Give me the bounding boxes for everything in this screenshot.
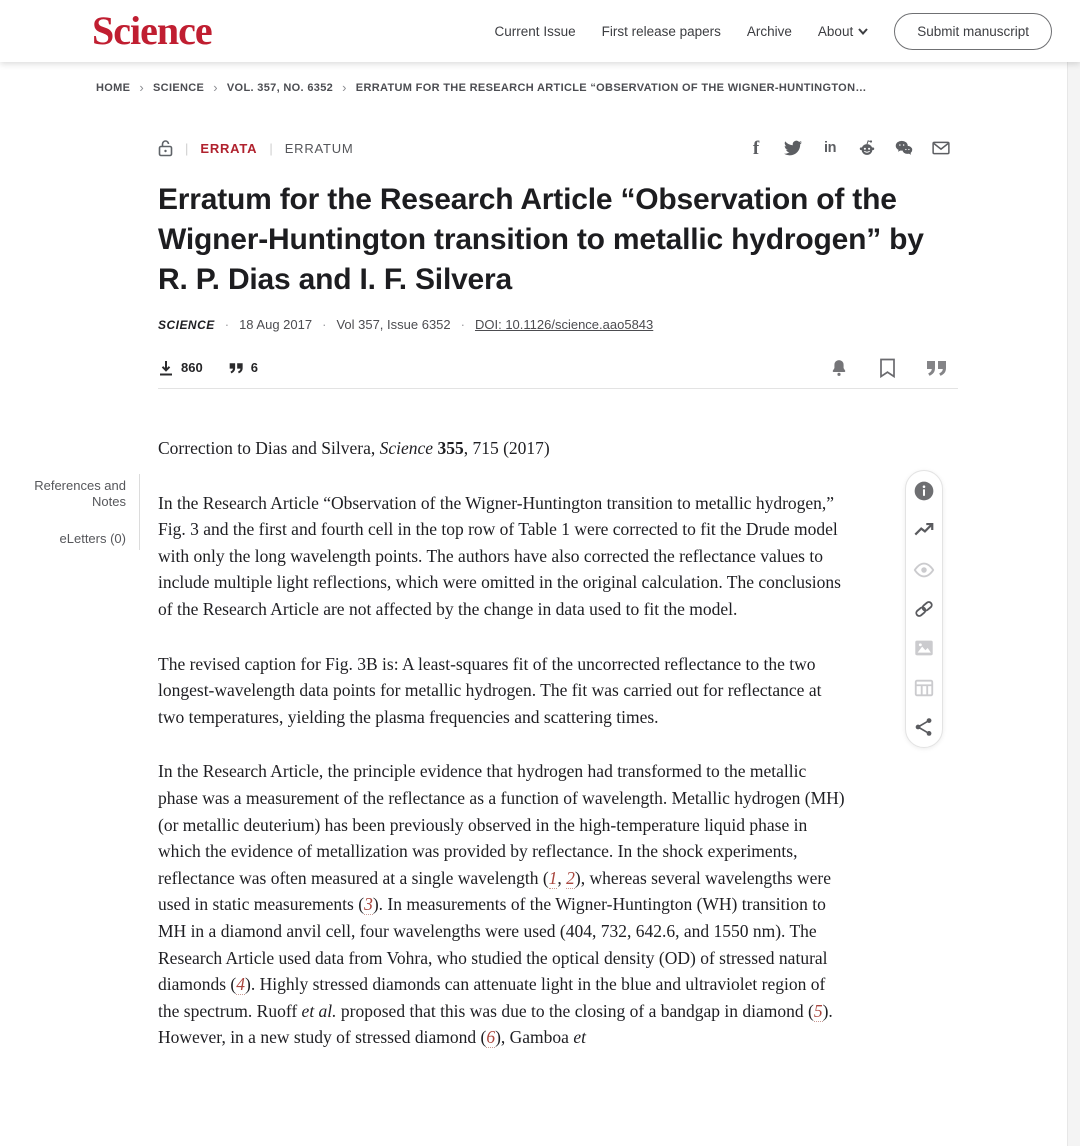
article-side-nav — [0, 478, 126, 568]
nav-archive[interactable]: Archive — [746, 23, 792, 39]
text-segment: 355 — [437, 438, 464, 458]
breadcrumb-volume[interactable]: VOL. 357, NO. 6352 — [226, 81, 334, 94]
metrics-bar — [158, 347, 958, 389]
science-logo[interactable]: Science — [92, 8, 212, 53]
article-main — [158, 138, 958, 1079]
metrics-icon[interactable] — [913, 519, 935, 541]
email-icon[interactable] — [932, 139, 950, 157]
sidebar-item-eletters[interactable]: eLetters (0) — [59, 531, 126, 546]
permissions-link-icon[interactable] — [913, 598, 935, 620]
share-icons — [747, 139, 950, 157]
alert-bell-icon[interactable] — [829, 358, 849, 378]
wechat-icon[interactable] — [895, 139, 913, 157]
download-icon — [158, 360, 174, 376]
sidebar-divider — [139, 474, 140, 550]
volume-issue: Vol 357, Issue 6352 — [336, 317, 451, 332]
reference-link[interactable]: 6 — [486, 1027, 496, 1048]
bookmark-icon[interactable] — [879, 358, 896, 378]
article-actions — [829, 347, 948, 389]
text-segment: et al. — [301, 1000, 337, 1021]
citations-count: 6 — [250, 360, 258, 375]
doi-link[interactable]: DOI: 10.1126/science.aao5843 — [474, 317, 654, 332]
paragraph: The revised caption for Fig. 3B is: A least-squares fit of the uncorrected reflectance to the two longest-wavelength data points for metallic hydrogen. The fit was carried out for reflectance at two temperatures, yielding the plasma frequencies and scattering times. — [158, 653, 822, 727]
citation-quote-icon — [229, 362, 244, 374]
category-errata-link[interactable]: ERRATA — [200, 140, 258, 156]
separator: | — [269, 140, 273, 156]
share-icon[interactable] — [913, 716, 935, 738]
reference-link[interactable]: 3 — [364, 894, 373, 915]
primary-nav — [495, 13, 1052, 50]
twitter-icon[interactable] — [784, 139, 802, 157]
figures-icon[interactable] — [913, 637, 935, 659]
article-tool-rail — [905, 470, 943, 748]
eye-icon[interactable] — [913, 559, 935, 581]
article-type-label: ERRATUM — [284, 140, 354, 156]
sidebar-item-references[interactable]: References and Notes — [34, 478, 126, 509]
article-meta-row — [158, 138, 958, 158]
paragraph: In the Research Article, the principle evidence that hydrogen had transformed to the metallic phase was a measurement of the reflectance as a function of wavelength. Metallic hydrogen (MH) (or metallic deuterium) has been previously observed in the high-temperature liquid phase in which the evidence of metallization was provided by reflectance. In the shock experiments, reflectance was often measured at a single wavelength (1, 2), whereas several wavelengths were used in static measurements (3). In measurements of the Wigner-Huntington (WH) transition to MH in a diamond anvil cell, four wavelengths were used (404, 732, 642.6, and 1550 nm). The Research Article used data from Vohra, who studied the optical density (OD) of stressed natural diamonds (4). Highly stressed diamonds can attenuate light in the blue and ultraviolet region of the spectrum. Ruoff et al. proposed that this was due to the closing of a bandgap in diamond (5). However, in a new study of stressed diamond (6), Gamboa et — [158, 761, 845, 1048]
reference-link[interactable]: 2 — [566, 867, 575, 888]
page-title: Erratum for the Research Article “Observation of the Wigner-Huntington transition to metallic hydrogen” by R. P. Dias and I. F. Silvera — [158, 183, 924, 296]
breadcrumb-home[interactable]: HOME — [96, 81, 131, 94]
paragraph-correction: Correction to Dias and Silvera, Science 355, 715 (2017) — [158, 438, 550, 458]
journal-label: SCIENCE — [158, 317, 215, 332]
nav-about[interactable]: About — [818, 24, 868, 39]
breadcrumb-science[interactable]: SCIENCE — [153, 81, 205, 94]
article-body — [158, 435, 848, 1051]
nav-first-release-papers[interactable]: First release papers — [601, 23, 721, 39]
information-icon[interactable] — [913, 480, 935, 502]
downloads-count: 860 — [181, 360, 203, 375]
open-access-lock-icon — [158, 139, 173, 157]
paragraph: In the Research Article “Observation of the Wigner-Huntington transition to metallic hydrogen,” Fig. 3 and the first and fourth cell in the top row of Table 1 were corrected to fit the Drude model with only the long wavelength points. The authors have also corrected the reflectance values to include multiple light reflections, which were omitted in the original calculation. The conclusions of the Research Article are not affected by the change in data used to fit the model. — [158, 492, 841, 619]
reference-link[interactable]: 1 — [548, 867, 558, 888]
downloads-stat — [158, 360, 203, 376]
breadcrumb-separator: › — [213, 80, 218, 95]
reference-link[interactable]: 5 — [813, 1000, 823, 1021]
breadcrumb-article: ERRATUM FOR THE RESEARCH ARTICLE “OBSERVATION OF THE WIGNER-HUNTINGTON… — [355, 81, 867, 94]
page-edge-gutter — [1067, 62, 1080, 1146]
separator: | — [185, 140, 189, 156]
breadcrumb-separator: › — [342, 80, 347, 95]
chevron-down-icon — [858, 28, 868, 35]
publication-meta: SCIENCE · 18 Aug 2017 · Vol 357, Issue 6352 · DOI: 10.1126/science.aao5843 — [158, 317, 654, 332]
text-segment: et — [573, 1027, 586, 1048]
tables-icon[interactable] — [913, 677, 935, 699]
citations-stat — [229, 360, 258, 375]
reference-link[interactable]: 4 — [236, 974, 246, 995]
nav-current-issue[interactable]: Current Issue — [494, 23, 576, 39]
breadcrumb — [96, 80, 1026, 95]
submit-manuscript-button[interactable]: Submit manuscript — [894, 13, 1052, 50]
linkedin-icon[interactable]: in — [824, 140, 836, 156]
site-header — [0, 0, 1080, 62]
facebook-icon[interactable]: f — [752, 137, 760, 159]
cite-quote-icon[interactable] — [926, 360, 948, 376]
pub-date: 18 Aug 2017 — [239, 317, 313, 332]
text-segment: Science — [379, 438, 434, 458]
reddit-icon[interactable] — [858, 139, 876, 157]
breadcrumb-separator: › — [139, 80, 144, 95]
